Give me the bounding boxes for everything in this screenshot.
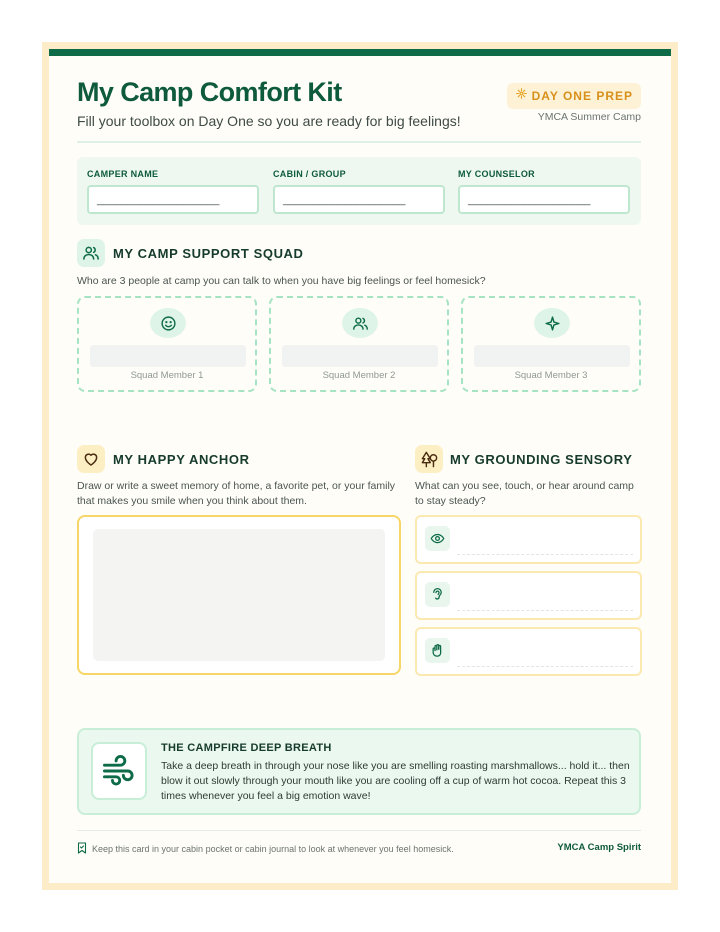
grounding-prompt: What can you see, touch, or hear around camp to stay steady? <box>415 480 634 507</box>
squad-member-label: Squad Member 2 <box>322 370 396 381</box>
footer-divider <box>77 830 641 831</box>
sense-write-line[interactable] <box>457 666 633 667</box>
comfort-kit-page <box>49 49 671 883</box>
squad-prompt: Who are 3 people at camp you can talk to when you have big feelings or feel homesick? <box>77 275 486 287</box>
sense-write-line[interactable] <box>457 554 633 555</box>
page-title: My Camp Comfort Kit <box>77 77 342 107</box>
trees-icon <box>415 445 443 473</box>
squad-section-title: MY CAMP SUPPORT SQUAD <box>113 246 304 261</box>
organization-name: YMCA Summer Camp <box>537 111 641 123</box>
smile-icon <box>150 308 186 338</box>
camper-name-field <box>87 169 259 214</box>
field-label: MY COUNSELOR <box>458 169 535 179</box>
sparkle-icon <box>534 308 570 338</box>
camper-name-input[interactable]: ____________________ <box>87 185 259 214</box>
field-label: CAMPER NAME <box>87 169 159 179</box>
footer-brand: YMCA Camp Spirit <box>557 842 641 853</box>
breath-title: THE CAMPFIRE DEEP BREATH <box>161 742 332 754</box>
cabin-group-input[interactable]: ____________________ <box>273 185 445 214</box>
squad-member-label: Squad Member 3 <box>514 370 588 381</box>
eye-icon <box>425 526 450 551</box>
sparkle-icon <box>515 87 528 105</box>
counselor-field <box>458 169 630 214</box>
footer-note <box>77 842 454 856</box>
header-divider <box>77 141 641 143</box>
sense-see-row[interactable] <box>415 515 642 564</box>
ear-icon <box>425 582 450 607</box>
squad-member-card[interactable] <box>269 296 449 392</box>
squad-name-line[interactable] <box>90 345 246 367</box>
hand-icon <box>425 638 450 663</box>
day-one-badge <box>507 83 641 109</box>
grounding-section-title: MY GROUNDING SENSORY <box>450 452 633 467</box>
camper-info-panel <box>77 157 641 225</box>
drawing-canvas[interactable] <box>93 529 385 661</box>
field-label: CABIN / GROUP <box>273 169 346 179</box>
people-icon <box>77 239 105 267</box>
heart-icon <box>77 445 105 473</box>
card-frame <box>42 42 678 890</box>
squad-name-line[interactable] <box>474 345 630 367</box>
top-accent-bar <box>49 49 671 56</box>
badge-label: DAY ONE PREP <box>531 89 633 103</box>
sense-touch-row[interactable] <box>415 627 642 676</box>
wind-icon <box>91 742 147 800</box>
sense-write-line[interactable] <box>457 610 633 611</box>
squad-member-card[interactable] <box>77 296 257 392</box>
cabin-group-field <box>273 169 445 214</box>
bookmark-icon <box>77 842 87 856</box>
squad-member-card[interactable] <box>461 296 641 392</box>
anchor-prompt: Draw or write a sweet memory of home, a favorite pet, or your family that makes you smile when you think about them. <box>77 480 396 507</box>
page-subtitle: Fill your toolbox on Day One so you are ready for big feelings! <box>77 113 461 129</box>
anchor-drawing-area[interactable] <box>77 515 401 675</box>
footer-note-text: Keep this card in your cabin pocket or cabin journal to look at whenever you feel homesick. <box>92 844 454 854</box>
breath-instructions: Take a deep breath in through your nose like you are smelling roasting marshmallows... hold it... then blow it out slowly through your mouth like you are cooling off a cup of warm hot cocoa. Repeat this 3 times whenever you feel a big emotion wave! <box>161 760 630 802</box>
campfire-breath-panel <box>77 728 641 815</box>
squad-name-line[interactable] <box>282 345 438 367</box>
squad-member-label: Squad Member 1 <box>130 370 204 381</box>
sense-hear-row[interactable] <box>415 571 642 620</box>
people-icon <box>342 308 378 338</box>
counselor-input[interactable]: ____________________ <box>458 185 630 214</box>
anchor-section-title: MY HAPPY ANCHOR <box>113 452 250 467</box>
